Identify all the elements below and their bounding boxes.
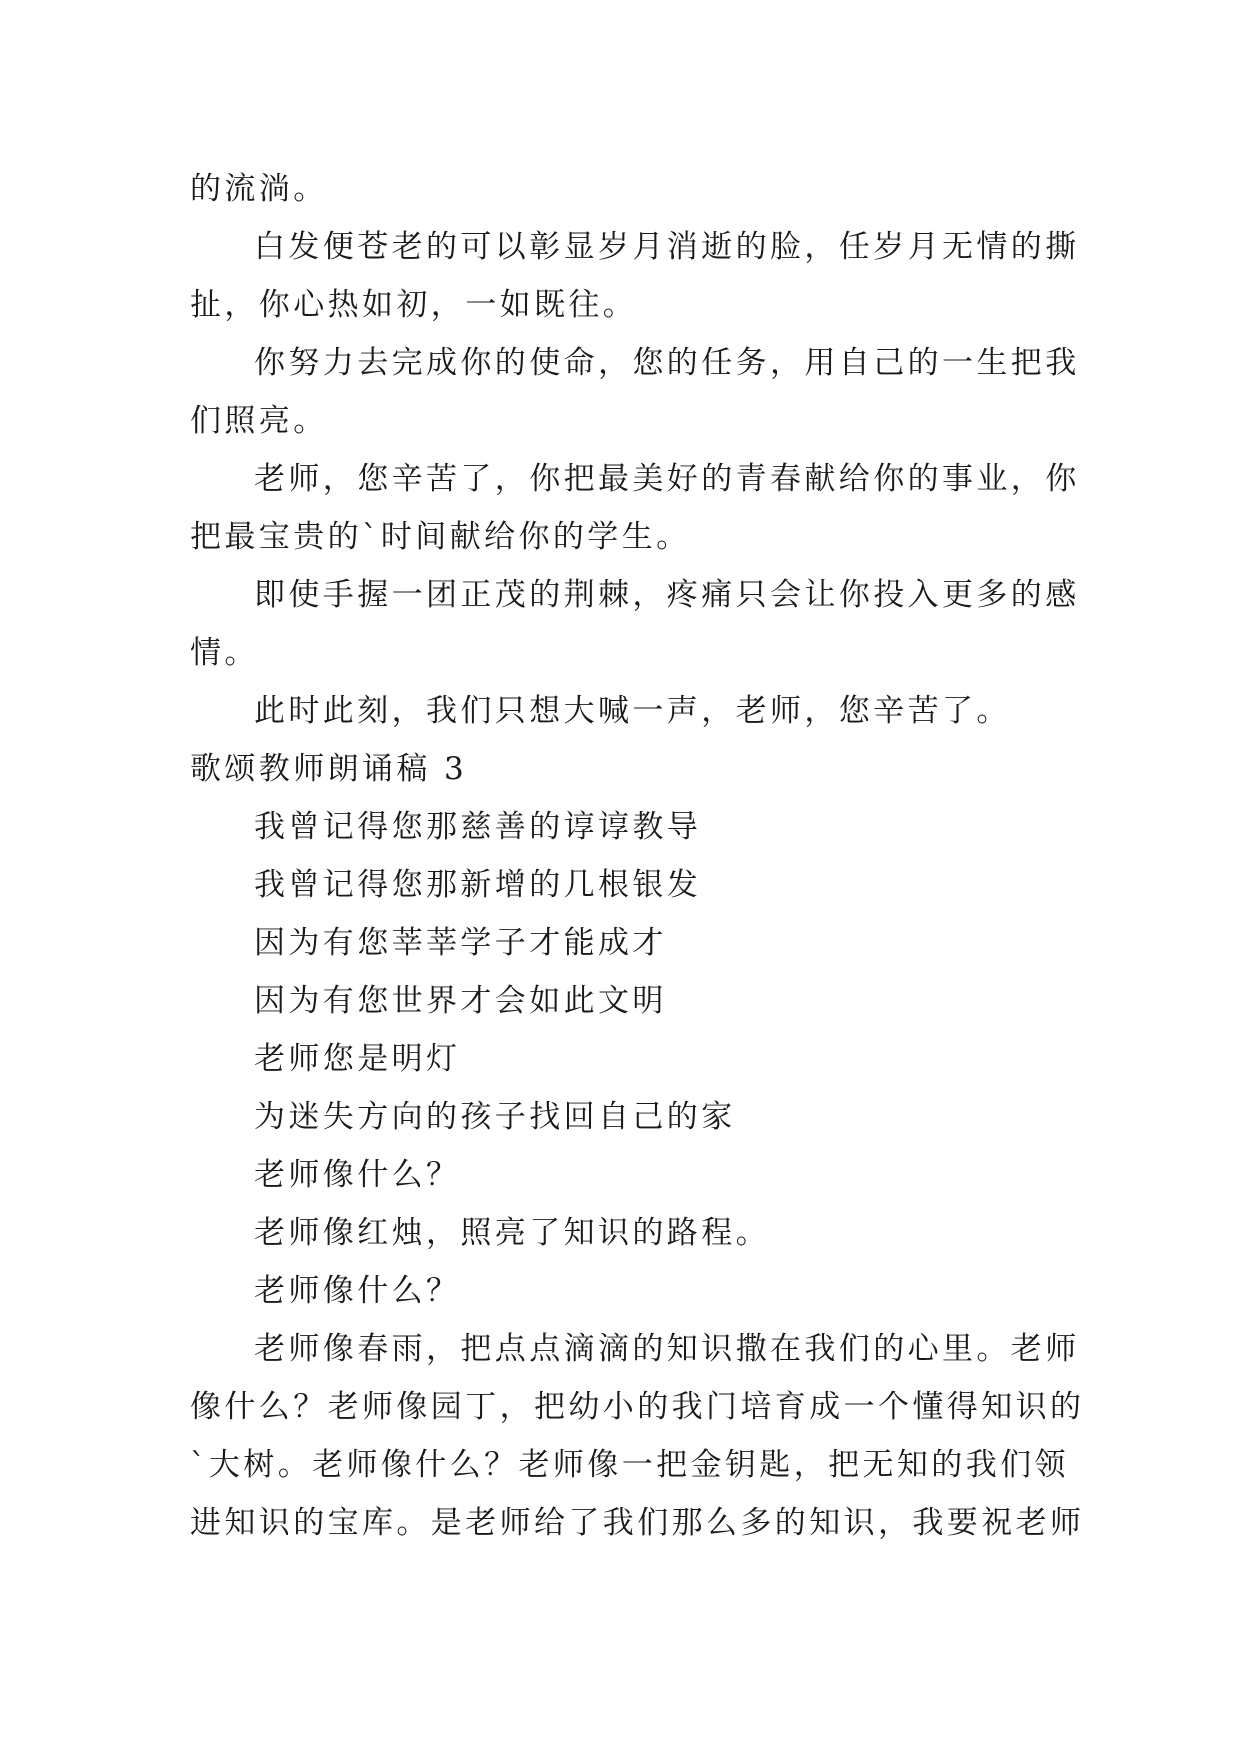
verse-line: 老师像红烛，照亮了知识的路程。 xyxy=(254,1215,770,1251)
text-line: 此时此刻，我们只想大喊一声，老师，您辛苦了。 xyxy=(254,693,1011,729)
text-line: 白发便苍老的可以彰显岁月消逝的脸，任岁月无情的撕 xyxy=(254,229,1080,265)
document-page xyxy=(190,160,1085,1552)
verse-line: 我曾记得您那慈善的谆谆教导 xyxy=(254,809,702,845)
text-line: 进知识的宝库。是老师给了我们那么多的知识，我要祝老师 xyxy=(190,1505,1085,1541)
verse-line: 老师您是明灯 xyxy=(254,1041,461,1077)
text-line: 即使手握一团正茂的荆棘，疼痛只会让你投入更多的感 xyxy=(254,577,1080,613)
text-line: 的流淌。 xyxy=(190,171,328,207)
text-line: 把最宝贵的`时间献给你的学生。 xyxy=(190,519,691,555)
text-line: 老师像春雨，把点点滴滴的知识撒在我们的心里。老师 xyxy=(254,1331,1080,1367)
text-line: 老师，您辛苦了，你把最美好的青春献给你的事业，你 xyxy=(254,461,1080,497)
text-line: 们照亮。 xyxy=(190,403,328,439)
verse-line: 为迷失方向的孩子找回自己的家 xyxy=(254,1099,736,1135)
verse-line: 因为有您世界才会如此文明 xyxy=(254,983,667,1019)
verse-line: 我曾记得您那新增的几根银发 xyxy=(254,867,702,903)
text-line: 情。 xyxy=(190,635,259,671)
section-heading: 歌颂教师朗诵稿 3 xyxy=(190,751,468,787)
text-line: 像什么？老师像园丁，把幼小的我门培育成一个懂得知识的 xyxy=(190,1389,1085,1425)
text-line: 你努力去完成你的使命，您的任务，用自己的一生把我 xyxy=(254,345,1080,381)
verse-line: 因为有您莘莘学子才能成才 xyxy=(254,925,667,961)
text-line: `大树。老师像什么？老师像一把金钥匙，把无知的我们领 xyxy=(190,1447,1069,1483)
verse-line: 老师像什么？ xyxy=(254,1273,461,1309)
text-line: 扯，你心热如初，一如既往。 xyxy=(190,287,638,323)
verse-line: 老师像什么？ xyxy=(254,1157,461,1193)
